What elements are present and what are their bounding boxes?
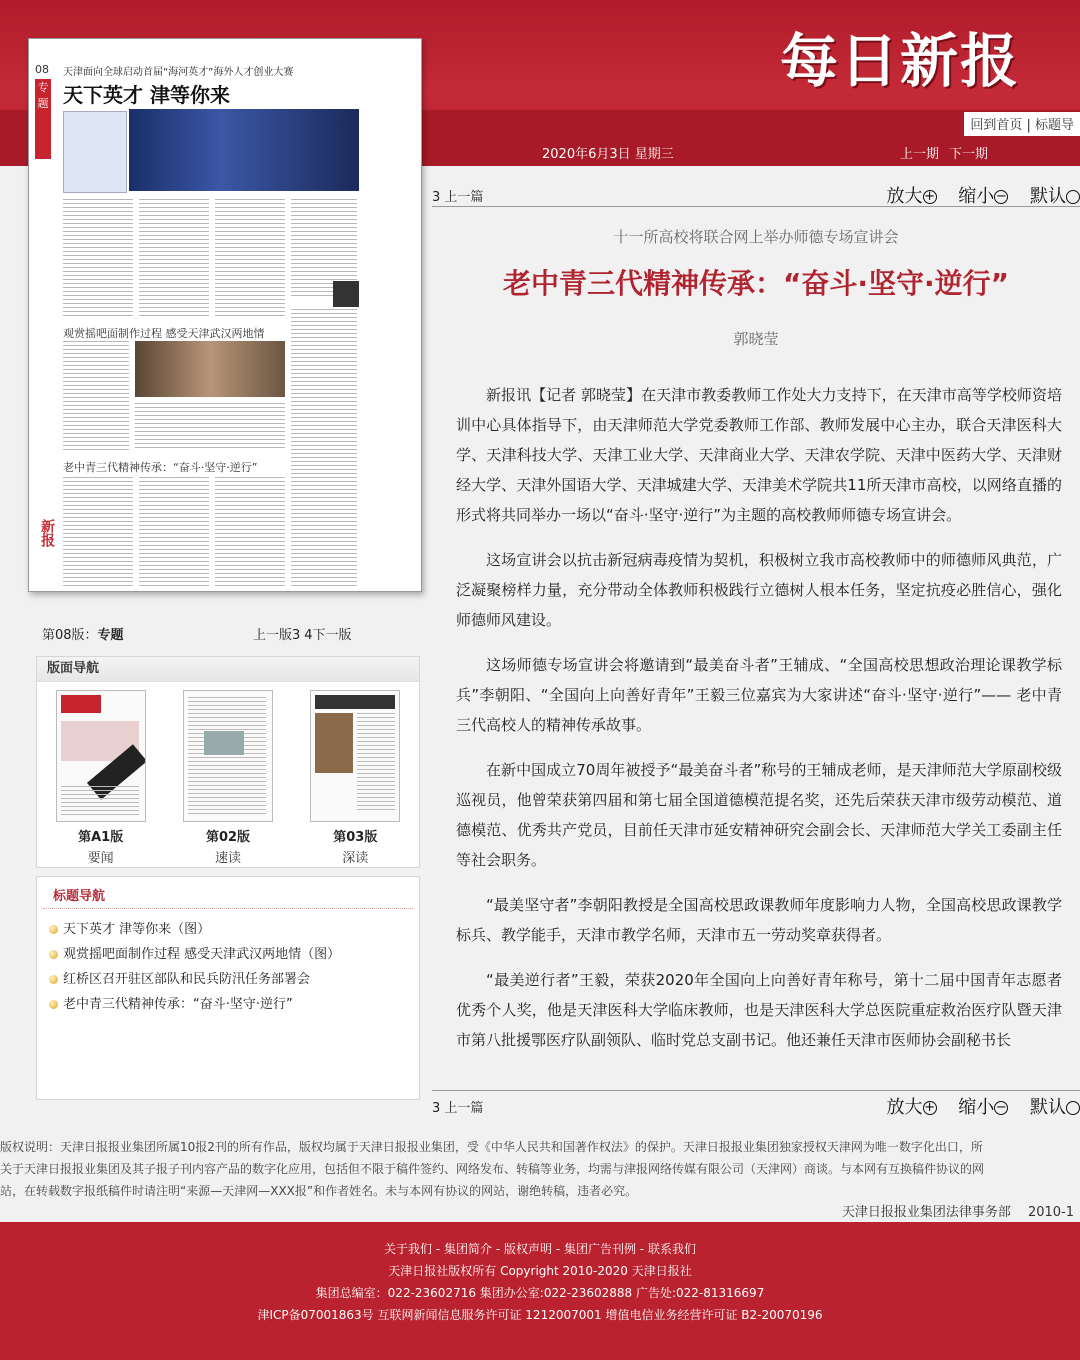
prev-page-link[interactable]: 上一版3 [253,628,301,643]
zoom-in-label: 放大 [886,186,923,207]
page-thumb-03[interactable] [309,690,401,866]
newspaper-logo[interactable]: 每日新报 [779,27,1020,95]
title-link[interactable]: 天下英才 津等你来（图） [63,922,211,937]
current-page-info [42,624,124,643]
footer-link-ads[interactable]: 集团广告刊例 [563,1242,636,1256]
bullet-icon [49,975,58,984]
article-paragraph: “最美坚守者”李朝阳教授是全国高校思政课教师年度影响力人物，全国高校思政课教学标兵、教学能手，天津市教学名师，天津市五一劳动奖章获得者。 [456,896,1062,944]
title-list [37,917,419,1017]
page-thumb-image [310,690,400,822]
preview-food-photo[interactable] [135,341,285,397]
footer-copyright: 天津日报社版权所有 Copyright 2010-2020 天津日报社 [388,1264,692,1278]
prev-issue-link[interactable]: 上一期 [900,147,940,162]
page-name: 第A1版 [78,830,124,845]
minus-icon: − [995,189,1007,204]
issue-nav [900,143,998,162]
page-section-name: 深读 [342,851,369,866]
article-body [456,380,1062,1078]
title-list-item[interactable] [49,942,419,967]
article-paragraph: 新报讯【记者 郭晓莹】在天津市教委教师工作处大力支持下，在天津市高等学校师资培训中心具体指导下，由天津师范大学党委教师工作部、教师发展中心主办，联合天津医科大学、天津科技大学、天津工业大学、天津商业大学、天津农学院、天津中医药大学、天津财经大学、天津外国语大学、天津城建大学、天津美术学院共11所天津市高校，以网络直播的形式将共同举办一场以“奋斗·坚守·逆行”为主题的高校教师师德专场宣讲会。 [456,386,1062,524]
copyright-notice [0,1136,1080,1220]
page-thumb-image [183,690,273,822]
page-nav-title: 版面导航 [37,657,419,682]
zoom-default-button[interactable] [1022,186,1080,207]
page-nav-panel [36,656,420,868]
page-section-name: 要闻 [87,851,114,866]
bullet-icon [49,1000,58,1009]
preview-text-column [63,477,133,587]
copyright-line: 版权说明：天津日报报业集团所属10报2刊的所有作品，版权均属于天津日报报业集团，受《中华人民共和国著作权法》的保护。天津日报报业集团独家授权天津网为唯一数字化出口，所 [0,1140,983,1154]
top-links: 回到首页 | 标题导 [964,112,1080,136]
page-name: 第03版 [333,830,378,845]
preview-brand-mark: 新报 [39,519,55,547]
preview-text-column [215,477,285,587]
footer-link-contact[interactable]: 联系我们 [647,1242,696,1256]
zoom-in-label: 放大 [886,1097,923,1118]
footer-link-intro[interactable]: 集团简介 [444,1242,493,1256]
preview-text-column [63,199,133,317]
prev-article-link[interactable]: 3 上一篇 [432,1101,484,1116]
article-toolbar-top [432,180,1080,207]
circle-icon [1066,1101,1080,1115]
page-thumb-image [56,690,146,822]
site-footer [0,1222,1080,1360]
page-name: 第02版 [205,830,251,845]
zoom-out-button[interactable] [950,1097,1008,1118]
legal-dept: 天津日报报业集团法律事务部 2010-1 [841,1205,1074,1220]
circle-icon [1066,190,1080,204]
bullet-icon [49,925,58,934]
preview-inset-image [63,111,127,193]
preview-text-column [139,477,209,587]
title-list-item[interactable] [49,967,419,992]
preview-stage-photo[interactable] [129,109,359,191]
zoom-out-label: 缩小 [958,1097,995,1118]
preview-text-column [139,199,209,317]
title-link[interactable]: 观赏摇吧面制作过程 感受天津武汉两地情（图） [63,947,341,962]
title-nav-panel [36,876,420,1100]
zoom-out-button[interactable] [950,186,1008,207]
footer-link-copyright[interactable]: 版权声明 [503,1242,552,1256]
preview-text-column [291,309,357,589]
title-nav-title: 标题导航 [43,877,413,909]
preview-subhead-1[interactable]: 观赏摇吧面制作过程 感受天津武汉两地情 [63,327,265,340]
zoom-out-label: 缩小 [958,186,995,207]
copyright-line: 站，在转载数字报纸稿件时请注明“来源—天津网—XXX报”和作者姓名。未与本网有协议的网站，谢绝转稿，违者必究。 [0,1184,638,1198]
article-title: 老中青三代精神传承：“奋斗·坚守·逆行” [502,267,1010,300]
article-paragraph: 这场宣讲会以抗击新冠病毒疫情为契机，积极树立我市高校教师中的师德师风典范，广泛凝聚榜样力量，充分带动全体教师积极践行立德树人根本任务，坚定抗疫必胜信心，强化师德师风建设。 [456,551,1062,629]
title-list-item[interactable] [49,917,419,942]
footer-phones: 集团总编室：022-23602716 集团办公室:022-23602888 广告处:022-81316697 [315,1286,765,1300]
preview-headline[interactable]: 天下英才 津等你来 [63,83,230,107]
minus-icon: − [995,1100,1007,1115]
zoom-controls [871,1093,1080,1119]
preview-text-column [215,199,285,317]
zoom-default-label: 默认 [1030,186,1066,207]
next-page-link[interactable]: 4下一版 [304,628,352,643]
article-paragraph: 这场师德专场宣讲会将邀请到“最美奋斗者”王辅成、“全国高校思想政治理论课教学标兵”李朝阳、“全国向上向善好青年”王毅三位嘉宾为大家讲述“奋斗·坚守·逆行”—— 老中青三代高校人的精神传承故事。 [456,656,1062,734]
footer-licenses: 津ICP备07001863号 互联网新闻信息服务许可证 1212007001 增值电信业务经营许可证 B2-20070196 [257,1308,823,1322]
title-list-item[interactable] [49,992,419,1017]
zoom-in-button[interactable] [879,186,937,207]
title-link[interactable]: 老中青三代精神传承：“奋斗·坚守·逆行” [63,997,293,1012]
preview-text-column [63,341,129,451]
home-link[interactable]: 回到首页 [970,118,1023,133]
article-toolbar-bottom [432,1090,1080,1117]
qr-code [333,281,359,307]
page-thumb-02[interactable] [182,690,274,866]
zoom-controls [871,182,1080,208]
prev-article-link[interactable]: 3 上一篇 [432,190,484,205]
page-label: 第08版： [42,628,98,643]
zoom-in-button[interactable] [879,1097,937,1118]
article-panel [432,180,1080,1118]
page-section: 专题 [97,628,124,643]
title-link[interactable]: 红桥区召开驻区部队和民兵防汛任务部署会 [63,972,311,987]
page-thumb-a1[interactable] [55,690,147,866]
plus-icon: + [924,1100,935,1115]
footer-links: 关于我们 - 集团简介 - 版权声明 - 集团广告刊例 - 联系我们 [384,1242,696,1256]
zoom-default-button[interactable] [1022,1097,1080,1118]
preview-text-column [135,403,285,451]
footer-link-about[interactable]: 关于我们 [384,1242,433,1256]
issue-date: 2020年6月3日 星期三 [542,147,674,162]
page-number: 08 [35,63,49,76]
zoom-default-label: 默认 [1030,1097,1066,1118]
preview-subhead-2[interactable]: 老中青三代精神传承：“奋斗·坚守·逆行” [63,461,258,474]
title-nav-link[interactable]: 标题导 [1034,118,1074,133]
copyright-line: 关于天津日报报业集团及其子报子刊内容产品的数字化应用，包括但不限于稿件签约、网络发布、转稿等业务，均需与津报网络传媒有限公司（天津网）商谈。与本网有互换稿件协议的网 [0,1162,985,1176]
article-author: 郭晓莹 [733,330,779,348]
plus-icon: + [924,189,935,204]
preview-kicker[interactable]: 天津面向全球启动首届“海河英才”海外人才创业大赛 [63,67,294,78]
page-preview[interactable] [28,38,422,592]
article-kicker: 十一所高校将联合网上举办师德专场宣讲会 [613,228,899,246]
section-tab: 专题 [35,79,51,159]
page-pager [253,624,356,643]
article-paragraph: 在新中国成立70周年被授予“最美奋斗者”称号的王辅成老师，是天津师范大学原副校级巡视员，他曾荣获第四届和第七届全国道德模范提名奖，还先后荣获天津市级劳动模范、道德模范、优秀共产党员，目前任天津市延安精神研究会副会长、天津师范大学关工委副主任等社会职务。 [456,761,1062,869]
bullet-icon [49,950,58,959]
article-paragraph: “最美逆行者”王毅，荣获2020年全国向上向善好青年称号，第十二届中国青年志愿者优秀个人奖，他是天津医科大学临床教师，也是天津医科大学总医院重症救治医疗队暨天津市第八批援鄂医疗队副领队、临时党总支副书记。他还兼任天津市医师协会副秘书长 [456,971,1062,1049]
next-issue-link[interactable]: 下一期 [949,147,989,162]
page-section-name: 速读 [214,851,241,866]
